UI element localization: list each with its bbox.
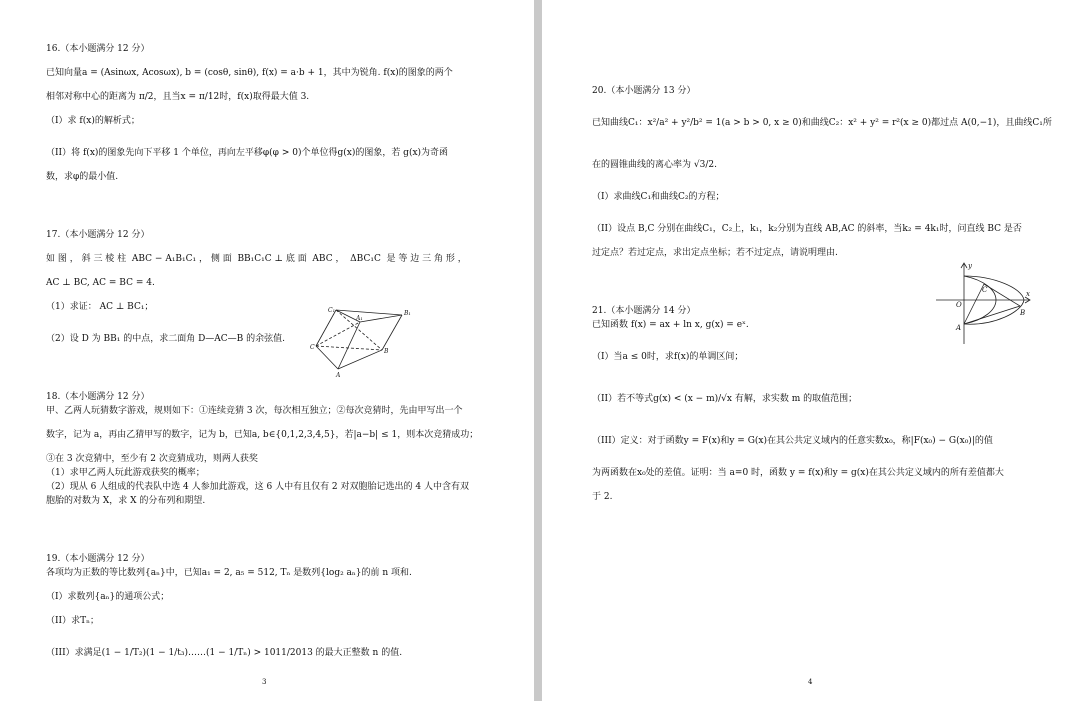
- q20-line-5: 过定点？若过定点，求出定点坐标；若不过定点，请说明理由.: [592, 248, 838, 258]
- q16-line-3: （I）求 f(x)的解析式；: [46, 116, 140, 126]
- q18-line-3: ③在 3 次竞猜中，至少有 2 次竞猜成功，则两人获奖: [46, 454, 258, 464]
- q19-title: 19.（本小题满分 12 分）: [46, 554, 150, 564]
- page-number-right: 4: [808, 678, 813, 686]
- q21-line-6: 于 2.: [592, 492, 613, 502]
- q21-line-5: 为两函数在x₀处的差值。证明：当 a=0 时，函数 y = f(x)和y = g(x)在其公共定义域内的所有差值都大: [592, 468, 1004, 478]
- q20-line-1: 已知曲线C₁：x²/a² + y²/b² = 1(a > b > 0, x ≥ 0)和曲线C₂：x² + y² = r²(x ≥ 0)都过点 A(0,−1)，且曲线C₁所: [592, 118, 1052, 128]
- q18-title: 18.（本小题满分 12 分）: [46, 392, 150, 402]
- q18-line-4: （1）求甲乙两人玩此游戏获奖的概率；: [46, 468, 205, 478]
- label-origin: O: [956, 301, 962, 309]
- q21-line-2: （I）当a ≤ 0时，求f(x)的单调区间；: [592, 352, 744, 362]
- q16-line-2: 相邻对称中心的距离为 π/2，且当x = π/12时，f(x)取得最大值 3.: [46, 92, 310, 102]
- q21-title: 21.（本小题满分 14 分）: [592, 306, 696, 316]
- q20-title: 20.（本小题满分 13 分）: [592, 86, 696, 96]
- q16-line-1: 已知向量a = (Asinωx, Acosωx), b = (cosθ, sinθ), f(x) = a·b + 1，其中为锐角. f(x)的图象的两个: [46, 68, 453, 78]
- q16-line-5: 数，求φ的最小值.: [46, 172, 119, 182]
- q17-title: 17.（本小题满分 12 分）: [46, 230, 150, 240]
- q21-line-3: （II）若不等式g(x) < (x − m)/√x 有解，求实数 m 的取值范围；: [592, 394, 858, 404]
- page-number-left: 3: [262, 678, 267, 686]
- label-b: B: [384, 348, 389, 355]
- q18-line-6: 胞胎的对数为 X，求 X 的分布列和期望.: [46, 496, 206, 506]
- exam-page-3: [0, 0, 534, 701]
- q18-line-5: （2）现从 6 人组成的代表队中选 4 人参加此游戏，这 6 人中有且仅有 2 对双胞胎记选出的 4 人中含有双: [46, 482, 469, 492]
- label-c: C: [310, 344, 315, 351]
- label-a: A: [336, 372, 341, 378]
- q19-line-1: 各项均为正数的等比数列{aₙ}中，已知a₁ = 2, a₅ = 512, Tₙ 是数列{log₂ aₙ}的前 n 项和.: [46, 568, 412, 578]
- q20-line-3: （I）求曲线C₁和曲线C₂的方程；: [592, 192, 725, 202]
- label-b-point: B: [1020, 309, 1026, 317]
- q18-line-1: 甲、乙两人玩猜数字游戏，规则如下：①连续竞猜 3 次，每次相互独立；②每次竞猜时，先由甲写出一个: [46, 406, 463, 416]
- label-a-point: A: [956, 324, 962, 332]
- q20-line-2: 在的圆锥曲线的离心率为 √3/2.: [592, 160, 717, 170]
- q21-line-4: （III）定义：对于函数y = F(x)和y = G(x)在其公共定义域内的任意实数x₀，称|F(x₀) − G(x₀)|的值: [592, 436, 993, 446]
- curve-diagram: [934, 258, 1034, 346]
- label-c1: C₁: [328, 307, 335, 314]
- label-y: y: [968, 262, 972, 270]
- q17-line-2: AC ⊥ BC, AC = BC = 4.: [46, 278, 155, 288]
- q17-line-4: （2）设 D 为 BB₁ 的中点，求二面角 D—AC—B 的余弦值.: [46, 334, 286, 344]
- q19-line-2: （I）求数列{aₙ}的通项公式；: [46, 592, 170, 602]
- q20-line-4: （II）设点 B,C 分别在曲线C₁，C₂上，k₁，k₂分别为直线 AB,AC 的斜率，当k₂ = 4k₁时，问直线 BC 是否: [592, 224, 1022, 234]
- q16-title: 16.（本小题满分 12 分）: [46, 44, 150, 54]
- q17-line-1: 如 图 ， 斜 三 棱 柱 ABC − A₁B₁C₁ ， 侧 面 BB₁C₁C ⊥ 底 面 ABC ， ΔBC₁C 是 等 边 三 角 形 ，: [46, 254, 467, 264]
- q16-line-4: （II）将 f(x)的图象先向下平移 1 个单位，再向左平移φ(φ > 0)个单位得g(x)的图象，若 g(x)为奇函: [46, 148, 449, 158]
- q21-line-1: 已知函数 f(x) = ax + ln x, g(x) = eˣ.: [592, 320, 749, 330]
- label-b1: B₁: [404, 310, 411, 317]
- q17-line-3: （1）求证： AC ⊥ BC₁；: [46, 302, 154, 312]
- q19-line-4: （III）求满足(1 − 1/T₂)(1 − 1/t₃)……(1 − 1/Tₙ) > 1011/2013 的最大正整数 n 的值.: [46, 648, 403, 658]
- label-a1: A₁: [356, 315, 363, 322]
- label-c-point: C: [982, 286, 988, 294]
- label-x: x: [1026, 290, 1030, 298]
- q19-line-3: （II）求Tₙ；: [46, 616, 100, 626]
- exam-page-4: [542, 0, 1070, 701]
- prism-diagram: [310, 306, 420, 378]
- q18-line-2: 数字，记为 a，再由乙猜甲写的数字，记为 b，已知a, b∈{0,1,2,3,4,5}，若|a−b| ≤ 1，则本次竞猜成功；: [46, 430, 479, 440]
